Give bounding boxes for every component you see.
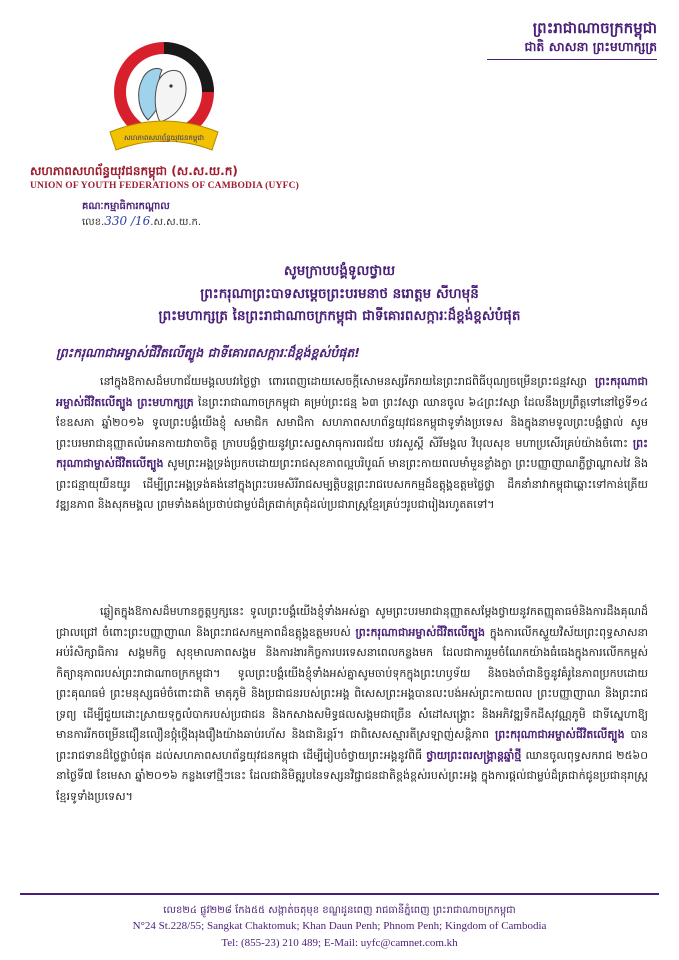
central-committee: គណៈកម្មាធិការកណ្តាល xyxy=(82,201,170,212)
kingdom-divider xyxy=(487,59,657,60)
heading-line-3: ព្រះមហាក្សត្រ នៃព្រះរាជាណាចក្រកម្ពុជា ជាទីគោរពសក្ការៈដ៏ខ្ពង់ខ្ពស់បំផុត xyxy=(158,308,521,324)
kingdom-title: ព្រះរាជាណាចក្រកម្ពុជា xyxy=(532,19,657,37)
uyfc-logo xyxy=(100,40,228,158)
footer-address-english: N°24 St.228/55; Sangkat Chaktomuk; Khan Daun Penh; Phnom Penh; Kingdom of Cambodia xyxy=(132,920,547,932)
heading-line-2: ព្រះករុណាព្រះបាទសម្តេចព្រះបរមនាថ នរោត្តម សីហមុនី xyxy=(200,286,479,302)
kingdom-header xyxy=(487,18,657,60)
p2-royal-title-2: ព្រះករុណាជាអម្ចាស់ជីវិតលើត្បូង xyxy=(495,728,625,741)
p1-royal-title: ព្រះករុណាជាអម្ចាស់ជីវិតលើត្បូង ព្រះមហាក្សត្រ xyxy=(56,375,648,409)
org-name-english: UNION OF YOUTH FEDERATIONS OF CAMBODIA (UYFC) xyxy=(30,181,300,191)
p2-new-year-blessing: ថ្វាយព្រះពរសង្គ្រាន្តឆ្នាំថ្មី xyxy=(426,748,522,762)
p2-text-c: ក្នុងការលើកស្ទួយវិស័យព្រះពុទ្ធសាសនា អប់រំសិក្សាធិការ សង្គមកិច្ច សុខុមាលភាពសង្គម និងការងារកិច្ចការបរទេសនាពេលកន្លងមក ដែលជាការរួមចំណែកយ៉ាងធំធេងក្នុងការលើកកម្ពស់កិត្យានុភាពរបស់ព្រះរាជាណាចក្រកម្ពុជា។ ទូលព្រះបង្គំយើងខ្ញុំទាំងអស់គ្នាសូមចាប់ទុកក្នុងព្រះហឫទ័យ និងចងចាំជានិច្ចនូវគំរូនៃភាពប្រកបដោយព្រះគុណធម៌ ព្រះមនុស្សធម៌ចំពោះជាតិ មាតុភូមិ និងប្រជាជនរបស់ព្រះអង្គ ពិសេសព្រះអង្គបានលះបង់អស់ព្រះកាយពល ព្រះបញ្ញាញាណ និងព្រះរាជទ្រព្យ ដើម្បីជួយដោះស្រាយទុក្ខលំបាករបស់ប្រជាជន និងកសាងសមិទ្ធផលសង្គមជាច្រើន សំដៅសង្គ្រោះ និងអភិវឌ្ឍទឹកដីសុវណ្ណភូមិ ជាទីស្នេហាឱ្យមានការរីកចម្រើនជឿនលឿនថ្កុំថ្កើងរុងរឿងយ៉ាងឆាប់រហ័ស និងជានិរន្តរ៍។ ជាពិសេសស្មារតីស្រឡាញ់សន្តិភាព xyxy=(56,625,648,741)
org-name-khmer: សហភាពសហព័ន្ធយុវជនកម្ពុជា (ស.ស.យ.ក) xyxy=(30,164,238,178)
p2-text-e: បានព្រះរាជទានដ៏ថ្លៃថ្លាបំផុត ដល់សហភាពសហព័ន្ធយុវជនកម្ពុជា ដើម្បីរៀបចំថ្វាយព្រះអង្គនូវពិធី xyxy=(56,728,649,762)
body-paragraph-2 xyxy=(56,602,648,807)
kingdom-motto: ជាតិ សាសនា ព្រះមហាក្សត្រ xyxy=(524,39,657,54)
p1-royal-title-2: ព្រះករុណាជាម្ចាស់ជីវិតលើត្បូង xyxy=(56,436,648,470)
logo-banner-text: សហភាពសហព័ន្ធយុវជនកម្ពុជា xyxy=(124,134,204,142)
ref-suffix: .ស.ស.យ.ក. xyxy=(150,217,202,228)
salutation: ព្រះករុណាជាអម្ចាស់ជីវិតលើត្បូង ជាទីគោរពសក្ការៈដ៏ខ្ពង់ខ្ពស់បំផុត! xyxy=(56,345,360,360)
p2-text-a: ឆ្លៀតក្នុងឱកាសដ៏មហានក្ខត្តឫក្សនេះ ទូលព្រះបង្គំយើងខ្ញុំទាំងអស់គ្នា សូមព្រះបរមរាជានុញ្ញាតសម្តែងថ្វាយនូវកតញ្ញុតាធម៌និងការដឹងគុណដ៏ជ្រាលជ្រៅ ចំពោះព្រះបញ្ញាញាណ និងព្រះរាជសកម្មភាពដ៏ឧត្តុង្គឧត្តមរបស់ xyxy=(56,605,648,639)
p1-text-c: នៃព្រះរាជាណាចក្រកម្ពុជា គម្រប់ព្រះជន្ម ៦៣ ព្រះវស្សា ឈានចូល ៦៤ព្រះវស្សា ដែលនឹងប្រព្រឹត្តទៅនៅថ្ងៃទី១៤ ខែឧសភា ឆ្នាំ២០១៦ ទូលព្រះបង្គំយើងខ្ញុំ សមាជិក សមាជិកា សហភាពសហព័ន្ធយុវជនកម្ពុជាទូទាំងប្រទេស និងក្នុងនាមទូលព្រះបង្គំផ្ទាល់ សូមព្រះបរមរាជានុញ្ញាតលំអោនកាយវាចាចិត្ត ក្រាបបង្គំថ្វាយនូវព្រះសព្ទសាធុការពរជ័យ បវរសួស្តី សិរីមង្គល វិបុលសុខ មហាប្រសើរគ្រប់យ៉ាងចំពោះ xyxy=(56,395,648,450)
p2-royal-title: ព្រះករុណាជាអម្ចាស់ជីវិតលើត្បូង xyxy=(355,625,486,639)
reference-number xyxy=(82,214,201,230)
body-paragraph-1 xyxy=(56,372,648,516)
p2-text-g: ឈានចូលពុទ្ធសករាជ ២៥៦០ នាថ្ងៃទី៧ ខែមេសា ឆ្នាំ២០១៦ កន្លងទៅថ្មីៗនេះ ដែលជានិមិត្តរូបនៃទស្សនវិជ្ជាជនជាតិខ្ពង់ខ្ពស់របស់ព្រះអង្គ ក្នុងការផ្តល់ជាម្លប់ដ៏ត្រជាក់ជូនប្រជានុរាស្ត្រខ្មែរទូទាំងប្រទេស។ xyxy=(56,748,648,803)
footer-divider xyxy=(20,893,659,895)
p1-text-e: សូមព្រះអង្គទ្រង់ប្រកបដោយព្រះរាជសុខភាពល្អបរិបូណ៍ មានព្រះកាយពលមាំមួនខ្លាំងក្លា ព្រះបញ្ញាញាណភ្លឺថ្លាណ្ហាសវៃ និងព្រះជន្មាយុយឺនយូរ ដើម្បីព្រះអង្គទ្រង់គង់នៅក្នុងព្រះបរមសិរីរាជសម្បត្តិបន្តព្រះរាជបេសកកម្មដ៏ឧត្តុង្គឧត្តមថ្លៃថ្លា ដឹកនាំនាវាកម្ពុជាឆ្ពោះទៅកាន់ត្រើយវឌ្ឍនភាព និងសុភមង្គល ព្រមទាំងគង់ប្រថាប់ជាម្លប់ដ៏ត្រជាក់ត្រជុំដល់ប្រជារាស្ត្រខ្មែរគ្រប់ៗរូបជារៀងរហូតតទៅ។ xyxy=(56,457,648,511)
heading-line-1: សូមក្រាបបង្គំទូលថ្វាយ xyxy=(283,263,396,279)
ref-prefix: លេខ. xyxy=(82,217,105,228)
footer-address-khmer: លេខ២៤ ផ្លូវ២២៨ កែង៥៥ សង្កាត់ចតុមុខ ខណ្ឌដូនពេញ រាជធានីភ្នំពេញ ព្រះរាជាណាចក្រកម្ពុជា xyxy=(163,905,516,916)
ref-handwritten-number: 330 /16 xyxy=(104,214,151,228)
footer-contact: Tel: (855-23) 210 489; E-Mail: uyfc@camnet.com.kh xyxy=(221,937,458,949)
p1-text-a: នៅក្នុងឱកាសដ៏មហាជ័យមង្គលបវរថ្ងៃថ្លា ពោរពេញដោយសេចក្តីសោមនស្សរីករាយនៃព្រះរាជពិធីបុណ្យចម្រើនព្រះជន្មវស្សា xyxy=(100,375,596,388)
